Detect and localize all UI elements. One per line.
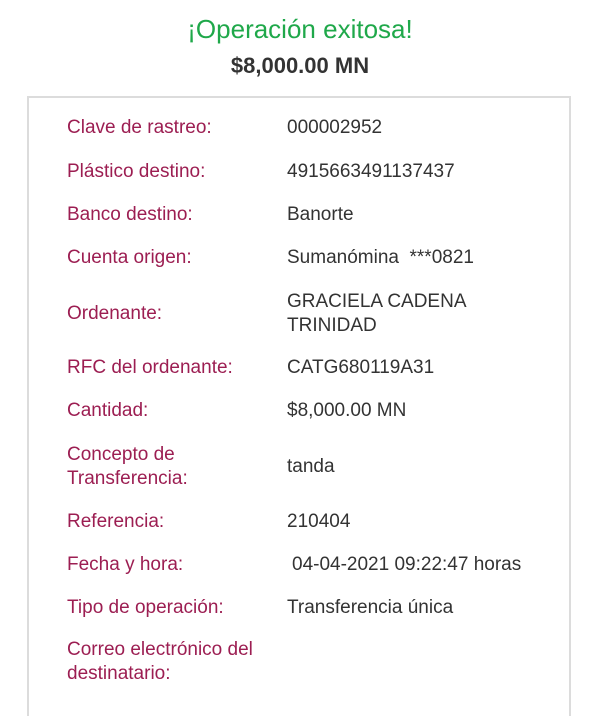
correo-label-line2: destinatario: bbox=[67, 663, 171, 684]
ordenante-value-line2: TRINIDAD bbox=[287, 315, 377, 336]
banco-destino-label: Banco destino: bbox=[67, 204, 193, 225]
concepto-label-line1: Concepto de bbox=[67, 444, 175, 465]
transfer-amount: $8,000.00 MN bbox=[230, 53, 370, 78]
clave-rastreo-value: 000002952 bbox=[287, 117, 383, 138]
fecha-hora-value: 04-04-2021 09:22:47 horas bbox=[292, 554, 522, 575]
plastico-destino-label: Plástico destino: bbox=[67, 161, 206, 182]
concepto-label-line2: Transferencia: bbox=[67, 468, 188, 489]
cantidad-value: $8,000.00 MN bbox=[287, 400, 407, 421]
rfc-label: RFC del ordenante: bbox=[67, 357, 233, 378]
plastico-destino-value: 4915663491137437 bbox=[287, 161, 455, 182]
tipo-operacion-label: Tipo de operación: bbox=[67, 597, 224, 618]
ordenante-value-line1: GRACIELA CADENA bbox=[287, 291, 467, 312]
transfer-details-card bbox=[27, 96, 571, 716]
cuenta-origen-label: Cuenta origen: bbox=[67, 247, 192, 268]
concepto-value: tanda bbox=[287, 456, 335, 477]
tipo-operacion-value: Transferencia única bbox=[287, 597, 454, 618]
clave-rastreo-label: Clave de rastreo: bbox=[67, 117, 212, 138]
ordenante-label: Ordenante: bbox=[67, 303, 163, 324]
correo-label-line1: Correo electrónico del bbox=[67, 639, 253, 660]
banco-destino-value: Banorte bbox=[287, 204, 354, 225]
cantidad-label: Cantidad: bbox=[67, 400, 149, 421]
success-title: ¡Operación exitosa! bbox=[187, 14, 413, 44]
fecha-hora-label: Fecha y hora: bbox=[67, 554, 184, 575]
referencia-value: 210404 bbox=[287, 511, 351, 532]
referencia-label: Referencia: bbox=[67, 511, 165, 532]
rfc-value: CATG680119A31 bbox=[287, 357, 435, 378]
cuenta-origen-value: Sumanómina ***0821 bbox=[287, 247, 474, 268]
